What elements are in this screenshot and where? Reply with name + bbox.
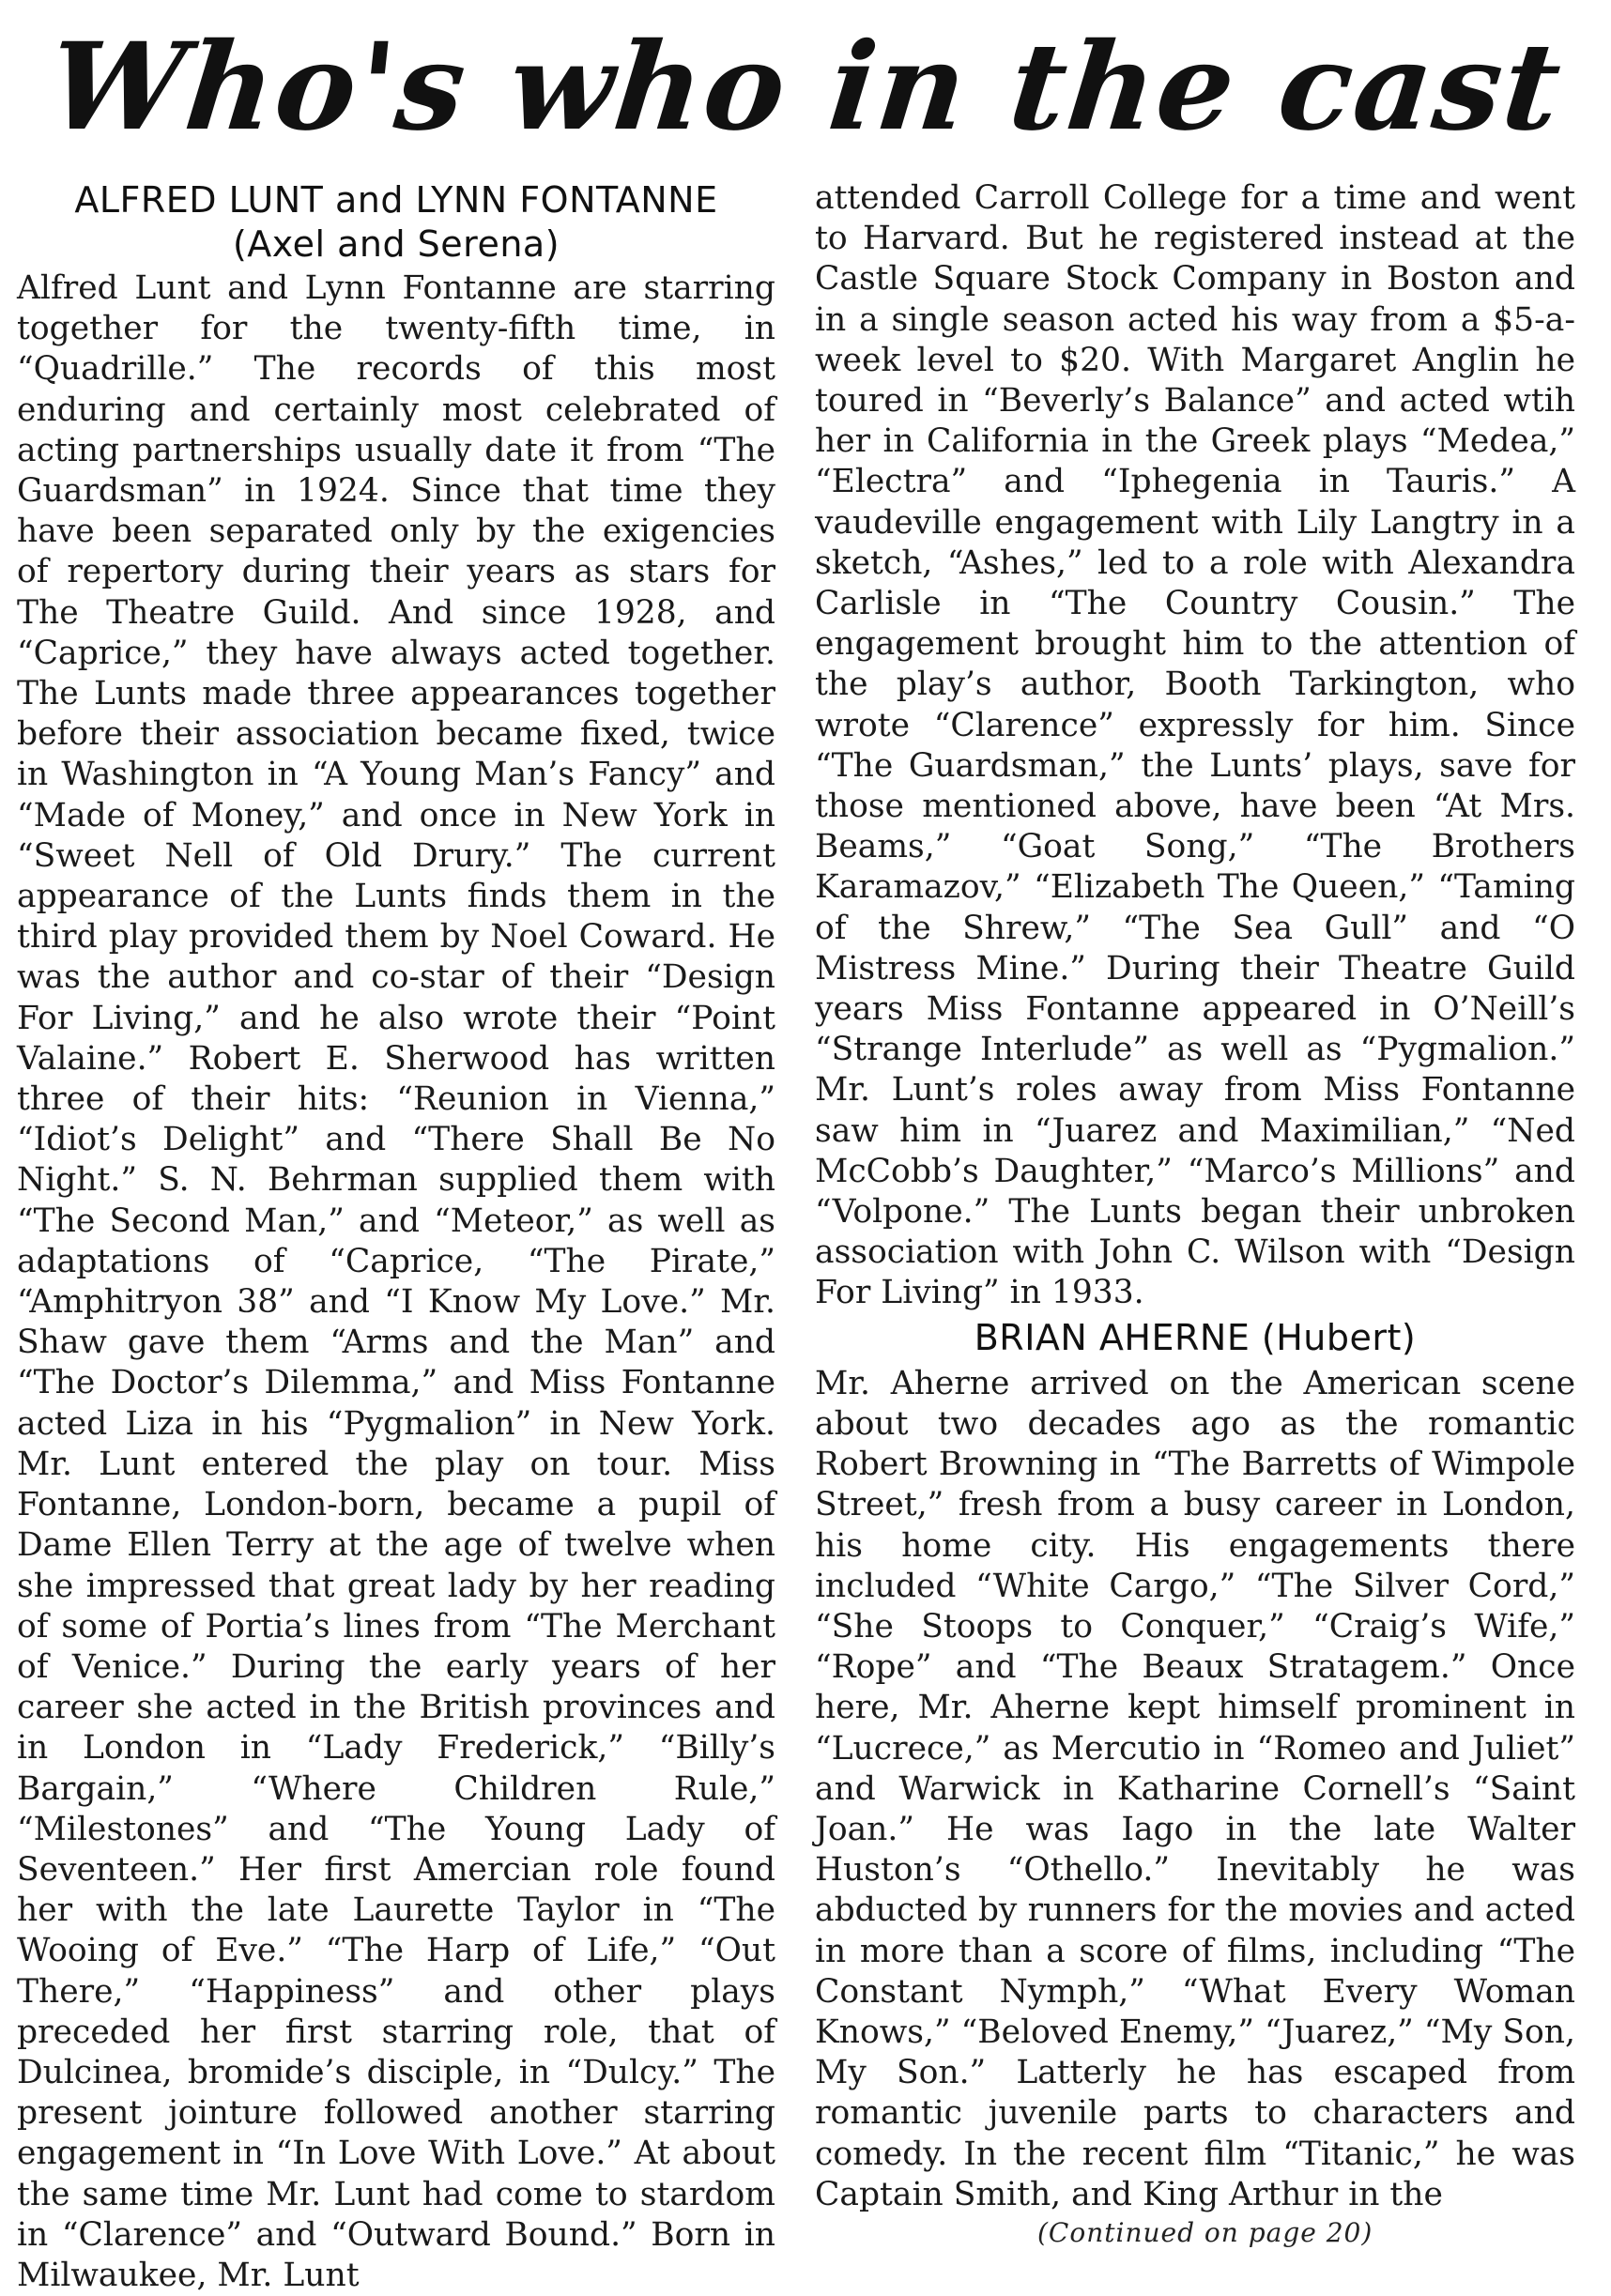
page-title: Who's who in the cast xyxy=(42,17,1569,158)
section-subheading-roles: (Axel and Serena) xyxy=(232,223,560,265)
lunt-fontanne-bio-part2: attended Carroll College for a time and went to Harvard. But he registered instead at the Castle Square Stock Company in Boston and in a single season acted his way from a $5-a-week level to $20. With Margaret Anglin he toured in “Beverly’s Balance” and acted wtih her in California in the Greek plays “Medea,” “Electra” and “Iphegenia in Tauris.” A vaudeville engagement with Lily Langtry in a sketch, “Ashes,” led to a role with Alexandra Carlisle in “The Country Cousin.” The engagement brought him to the attention of the play’s author, Booth Tarkington, who wrote “Clarence” expressly for him. Since “The Guardsman,” the Lunts’ plays, save for those mentioned above, have been “At Mrs. Beams,” “Goat Song,” “The Brothers Karamazov,” “Elizabeth The Queen,” “Taming of the Shrew,” “The Sea Gull” and “O Mistress Mine.” During their Theatre Guild years Miss Fontanne appeared in O’Neill’s “Strange Interlude” as well as “Pygmalion.” Mr. Lunt’s roles away from Miss Fontanne saw him in “Juarez and Maximilian,” “Ned McCobb’s Daughter,” “Marco’s Millions” and “Volpone.” The Lunts began their unbroken association with John C. Wilson with “Design For Living” in 1933. xyxy=(815,179,1575,1312)
lunt-fontanne-bio-part1: Alfred Lunt and Lynn Fontanne are starring together for the twenty-fifth time, in “Quadrille.” The records of this most enduring and certainly most celebrated of acting partnerships usually date it from “The Guardsman” in 1924. Since that time they have been separated only by the exigencies of repertory during their years as stars for The Theatre Guild. And since 1928, and “Caprice,” they have always acted together. The Lunts made three appearances together before their association became fixed, twice in Washington in “A Young Man’s Fancy” and “Made of Money,” and once in New York in “Sweet Nell of Old Drury.” The current appearance of the Lunts finds them in the third play provided them by Noel Coward. He was the author and co-star of their “Design For Living,” and he also wrote their “Point Valaine.” Robert E. Sherwood has written three of their hits: “Reunion in Vienna,” “Idiot’s Delight” and “There Shall Be No Night.” S. N. Behrman supplied them with “The Second Man,” and “Meteor,” as well as adaptations of “Caprice, “The Pirate,” “Amphitryon 38” and “I Know My Love.” Mr. Shaw gave them “Arms and the Man” and “The Doctor’s Dilemma,” and Miss Fontanne acted Liza in his “Pygmalion” in New York. Mr. Lunt entered the play on tour. Miss Fontanne, London-born, became a pupil of Dame Ellen Terry at the age of twelve when she impressed that great lady by her reading of some of Portia’s lines from “The Merchant of Venice.” During the early years of her career she acted in the British provinces and in London in “Lady Frederick,” “Billy’s Bargain,” “Where Children Rule,” “Milestones” and “The Young Lady of Seventeen.” Her first Amercian role found her with the late Laurette Taylor in “The Wooing of Eve.” “The Harp of Life,” “Out There,” “Happiness” and other plays preceded her first starring role, that of Dulcinea, bromide’s disciple, in “Dulcy.” The present jointure followed another starring engagement in “In Love With Love.” At about the same time Mr. Lunt had come to stardom in “Clarence” and “Outward Bound.” Born in Milwaukee, Mr. Lunt xyxy=(17,269,775,2294)
aherne-bio: Mr. Aherne arrived on the American scene about two decades ago as the romantic Robert Browning in “The Barretts of Wimpole Street,” fresh from a busy career in London, his home city. His engagements there included “White Cargo,” “The Silver Cord,” “She Stoops to Conquer,” “Craig’s Wife,” “Rope” and “The Beaux Stratagem.” Once here, Mr. Aherne kept himself prominent in “Lucrece,” as Mercutio in “Romeo and Juliet” and Warwick in Katharine Cornell’s “Saint Joan.” He was Iago in the late Walter Huston’s “Othello.” Inevitably he was abducted by runners for the movies and acted in more than a score of films, including “The Constant Nymph,” “What Every Woman Knows,” “Beloved Enemy,” “Juarez,” “My Son, My Son.” Latterly he has escaped from romantic juvenile parts to characters and comedy. In the recent film “Titanic,” he was Captain Smith, and King Arthur in the xyxy=(815,1364,1575,2213)
left-column xyxy=(17,178,775,2296)
section-heading-lunt-fontanne: ALFRED LUNT and LYNN FONTANNE xyxy=(74,179,718,221)
right-column xyxy=(815,178,1575,2215)
section-heading-aherne: BRIAN AHERNE (Hubert) xyxy=(974,1316,1417,1358)
continued-note: (Continued on page 20) xyxy=(1037,2217,1373,2248)
